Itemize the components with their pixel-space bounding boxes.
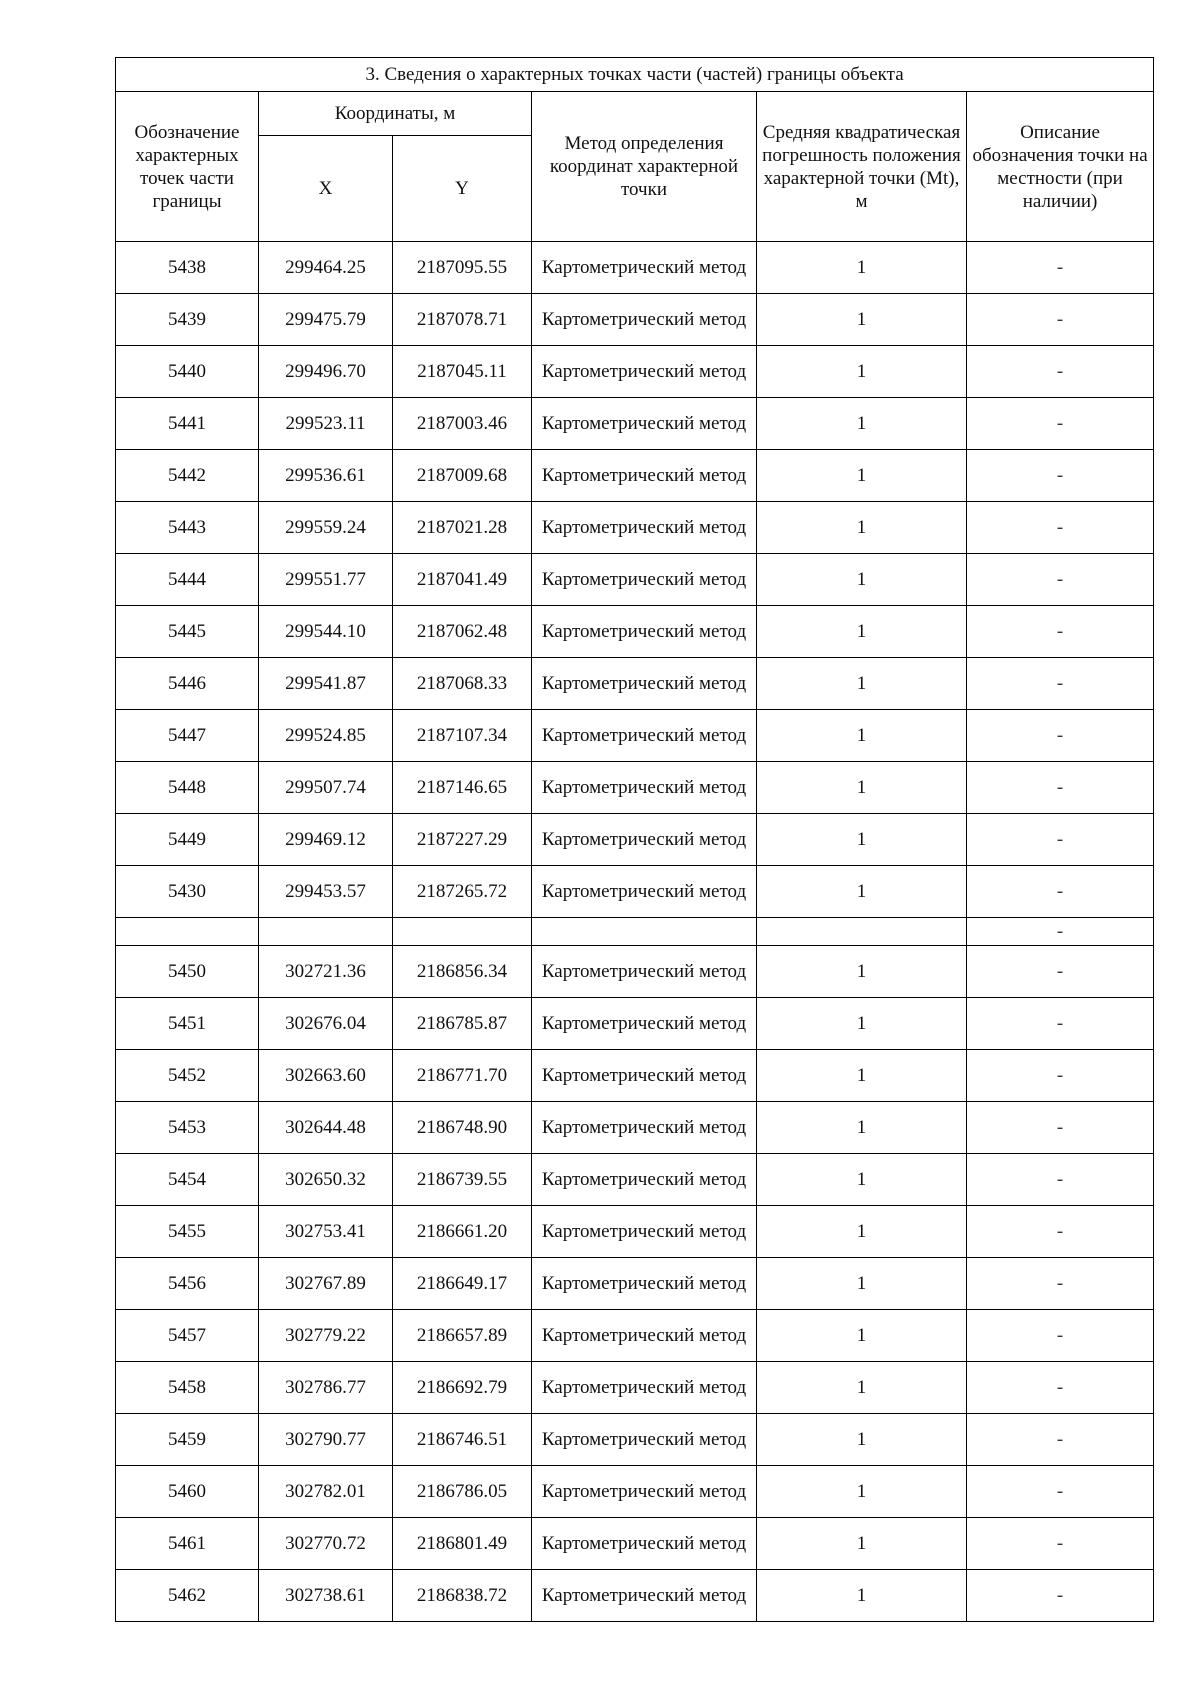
cell-point: 5451 (116, 998, 259, 1050)
cell-point: 5444 (116, 554, 259, 606)
cell-x: 302770.72 (259, 1518, 393, 1570)
cell-y: 2186739.55 (393, 1154, 532, 1206)
cell-y: 2187078.71 (393, 294, 532, 346)
cell-description: - (967, 1050, 1154, 1102)
cell-error: 1 (757, 554, 967, 606)
cell-x: 302721.36 (259, 946, 393, 998)
cell-error: 1 (757, 866, 967, 918)
cell-y: 2187062.48 (393, 606, 532, 658)
cell-y: 2186801.49 (393, 1518, 532, 1570)
cell-method: Картометрический метод (532, 1362, 757, 1414)
table-row (116, 1466, 1154, 1518)
cell-point (116, 918, 259, 946)
cell-x: 302676.04 (259, 998, 393, 1050)
cell-description: - (967, 1258, 1154, 1310)
cell-description: - (967, 606, 1154, 658)
cell-y: 2186661.20 (393, 1206, 532, 1258)
cell-method: Картометрический метод (532, 398, 757, 450)
cell-x: 302738.61 (259, 1570, 393, 1622)
cell-x: 302753.41 (259, 1206, 393, 1258)
cell-error: 1 (757, 1310, 967, 1362)
table-row (116, 398, 1154, 450)
cell-method: Картометрический метод (532, 866, 757, 918)
cell-error: 1 (757, 1518, 967, 1570)
cell-error: 1 (757, 346, 967, 398)
cell-x: 299496.70 (259, 346, 393, 398)
cell-error: 1 (757, 946, 967, 998)
cell-error: 1 (757, 762, 967, 814)
cell-error: 1 (757, 450, 967, 502)
table-body (116, 242, 1154, 1622)
cell-method: Картометрический метод (532, 1310, 757, 1362)
cell-x: 302650.32 (259, 1154, 393, 1206)
table-row (116, 658, 1154, 710)
table-row (116, 242, 1154, 294)
cell-error: 1 (757, 658, 967, 710)
cell-method: Картометрический метод (532, 710, 757, 762)
cell-y: 2186657.89 (393, 1310, 532, 1362)
cell-description: - (967, 998, 1154, 1050)
cell-error: 1 (757, 1570, 967, 1622)
cell-description: - (967, 398, 1154, 450)
cell-point: 5440 (116, 346, 259, 398)
cell-method: Картометрический метод (532, 1518, 757, 1570)
cell-y: 2186786.05 (393, 1466, 532, 1518)
cell-method: Картометрический метод (532, 450, 757, 502)
table-row (116, 814, 1154, 866)
cell-error: 1 (757, 1362, 967, 1414)
cell-description: - (967, 710, 1154, 762)
cell-x: 302779.22 (259, 1310, 393, 1362)
cell-error: 1 (757, 1258, 967, 1310)
cell-x: 302790.77 (259, 1414, 393, 1466)
cell-x: 299507.74 (259, 762, 393, 814)
table-row (116, 346, 1154, 398)
cell-method: Картометрический метод (532, 762, 757, 814)
table-row (116, 1570, 1154, 1622)
cell-method: Картометрический метод (532, 346, 757, 398)
cell-point: 5438 (116, 242, 259, 294)
cell-point: 5454 (116, 1154, 259, 1206)
cell-description: - (967, 814, 1154, 866)
table-row (116, 1362, 1154, 1414)
cell-description: - (967, 1362, 1154, 1414)
table-row (116, 1518, 1154, 1570)
cell-point: 5446 (116, 658, 259, 710)
cell-description: - (967, 1310, 1154, 1362)
cell-error: 1 (757, 1206, 967, 1258)
cell-method: Картометрический метод (532, 946, 757, 998)
cell-y: 2187146.65 (393, 762, 532, 814)
cell-method: Картометрический метод (532, 998, 757, 1050)
cell-x: 299523.11 (259, 398, 393, 450)
cell-error: 1 (757, 1414, 967, 1466)
cell-y: 2187045.11 (393, 346, 532, 398)
table-row (116, 918, 1154, 946)
cell-y: 2186771.70 (393, 1050, 532, 1102)
cell-x: 299559.24 (259, 502, 393, 554)
cell-point: 5441 (116, 398, 259, 450)
cell-method: Картометрический метод (532, 242, 757, 294)
cell-error: 1 (757, 1154, 967, 1206)
cell-method: Картометрический метод (532, 294, 757, 346)
cell-y: 2186785.87 (393, 998, 532, 1050)
cell-method: Картометрический метод (532, 606, 757, 658)
cell-description: - (967, 1206, 1154, 1258)
cell-x (259, 918, 393, 946)
cell-x: 302786.77 (259, 1362, 393, 1414)
cell-point: 5462 (116, 1570, 259, 1622)
cell-error: 1 (757, 242, 967, 294)
header-point: Обозначение характерных точек части границы (116, 92, 259, 242)
cell-x: 302767.89 (259, 1258, 393, 1310)
cell-error: 1 (757, 1466, 967, 1518)
cell-error: 1 (757, 710, 967, 762)
cell-point: 5455 (116, 1206, 259, 1258)
cell-x: 302782.01 (259, 1466, 393, 1518)
cell-point: 5443 (116, 502, 259, 554)
cell-x: 302644.48 (259, 1102, 393, 1154)
cell-point: 5449 (116, 814, 259, 866)
cell-point: 5430 (116, 866, 259, 918)
header-coords: Координаты, м (259, 92, 532, 136)
cell-description: - (967, 1102, 1154, 1154)
table-row (116, 998, 1154, 1050)
cell-error: 1 (757, 814, 967, 866)
cell-y: 2187009.68 (393, 450, 532, 502)
cell-method: Картометрический метод (532, 1570, 757, 1622)
cell-description: - (967, 1518, 1154, 1570)
table-row (116, 762, 1154, 814)
cell-point: 5453 (116, 1102, 259, 1154)
cell-error: 1 (757, 1102, 967, 1154)
cell-x: 302663.60 (259, 1050, 393, 1102)
cell-error: 1 (757, 606, 967, 658)
cell-method: Картометрический метод (532, 1206, 757, 1258)
cell-x: 299469.12 (259, 814, 393, 866)
cell-description: - (967, 554, 1154, 606)
header-description: Описание обозначения точки на местности (при наличии) (967, 92, 1154, 242)
cell-point: 5447 (116, 710, 259, 762)
cell-method: Картометрический метод (532, 554, 757, 606)
cell-error: 1 (757, 1050, 967, 1102)
cell-method: Картометрический метод (532, 1466, 757, 1518)
cell-y: 2187041.49 (393, 554, 532, 606)
cell-point: 5452 (116, 1050, 259, 1102)
cell-y: 2187021.28 (393, 502, 532, 554)
cell-method: Картометрический метод (532, 1154, 757, 1206)
cell-x: 299524.85 (259, 710, 393, 762)
cell-point: 5439 (116, 294, 259, 346)
cell-point: 5461 (116, 1518, 259, 1570)
table-row (116, 710, 1154, 762)
cell-method: Картометрический метод (532, 502, 757, 554)
cell-y: 2186838.72 (393, 1570, 532, 1622)
cell-y: 2187265.72 (393, 866, 532, 918)
cell-description: - (967, 658, 1154, 710)
cell-method: Картометрический метод (532, 1102, 757, 1154)
table-row (116, 1206, 1154, 1258)
cell-y: 2187068.33 (393, 658, 532, 710)
cell-point: 5450 (116, 946, 259, 998)
cell-y: 2186649.17 (393, 1258, 532, 1310)
cell-x: 299541.87 (259, 658, 393, 710)
cell-method: Картометрический метод (532, 1258, 757, 1310)
cell-point: 5456 (116, 1258, 259, 1310)
cell-point: 5457 (116, 1310, 259, 1362)
cell-method: Картометрический метод (532, 814, 757, 866)
table-row (116, 1154, 1154, 1206)
header-x: X (259, 136, 393, 242)
cell-error: 1 (757, 998, 967, 1050)
table-row (116, 554, 1154, 606)
cell-description: - (967, 762, 1154, 814)
cell-description: - (967, 450, 1154, 502)
cell-error: 1 (757, 294, 967, 346)
cell-y: 2186856.34 (393, 946, 532, 998)
table-row (116, 1258, 1154, 1310)
table-row (116, 450, 1154, 502)
cell-x: 299536.61 (259, 450, 393, 502)
cell-description: - (967, 1154, 1154, 1206)
cell-x: 299551.77 (259, 554, 393, 606)
header-method: Метод определения координат характерной точки (532, 92, 757, 242)
cell-x: 299453.57 (259, 866, 393, 918)
cell-method: Картометрический метод (532, 658, 757, 710)
cell-method (532, 918, 757, 946)
header-y: Y (393, 136, 532, 242)
cell-point: 5458 (116, 1362, 259, 1414)
table-row (116, 1050, 1154, 1102)
cell-description: - (967, 866, 1154, 918)
cell-point: 5460 (116, 1466, 259, 1518)
table-row (116, 1102, 1154, 1154)
cell-y: 2186746.51 (393, 1414, 532, 1466)
cell-description: - (967, 242, 1154, 294)
cell-point: 5448 (116, 762, 259, 814)
cell-x: 299464.25 (259, 242, 393, 294)
table-title: 3. Сведения о характерных точках части (частей) границы объекта (116, 58, 1154, 92)
cell-y: 2186748.90 (393, 1102, 532, 1154)
cell-description: - (967, 502, 1154, 554)
cell-y (393, 918, 532, 946)
cell-y: 2186692.79 (393, 1362, 532, 1414)
cell-point: 5459 (116, 1414, 259, 1466)
table-row (116, 606, 1154, 658)
table-row (116, 502, 1154, 554)
cell-y: 2187003.46 (393, 398, 532, 450)
cell-description: - (967, 918, 1154, 946)
cell-method: Картометрический метод (532, 1050, 757, 1102)
cell-error (757, 918, 967, 946)
boundary-points-table (115, 57, 1154, 1622)
cell-y: 2187107.34 (393, 710, 532, 762)
cell-description: - (967, 1570, 1154, 1622)
table-row (116, 1310, 1154, 1362)
cell-method: Картометрический метод (532, 1414, 757, 1466)
cell-point: 5445 (116, 606, 259, 658)
cell-y: 2187095.55 (393, 242, 532, 294)
cell-point: 5442 (116, 450, 259, 502)
cell-description: - (967, 946, 1154, 998)
cell-x: 299544.10 (259, 606, 393, 658)
table-row (116, 866, 1154, 918)
table-row (116, 946, 1154, 998)
header-error: Средняя квадратическая погрешность положения характерной точки (Mt), м (757, 92, 967, 242)
cell-error: 1 (757, 398, 967, 450)
cell-error: 1 (757, 502, 967, 554)
table-row (116, 1414, 1154, 1466)
cell-y: 2187227.29 (393, 814, 532, 866)
cell-description: - (967, 294, 1154, 346)
table-row (116, 294, 1154, 346)
cell-x: 299475.79 (259, 294, 393, 346)
cell-description: - (967, 346, 1154, 398)
cell-description: - (967, 1466, 1154, 1518)
cell-description: - (967, 1414, 1154, 1466)
